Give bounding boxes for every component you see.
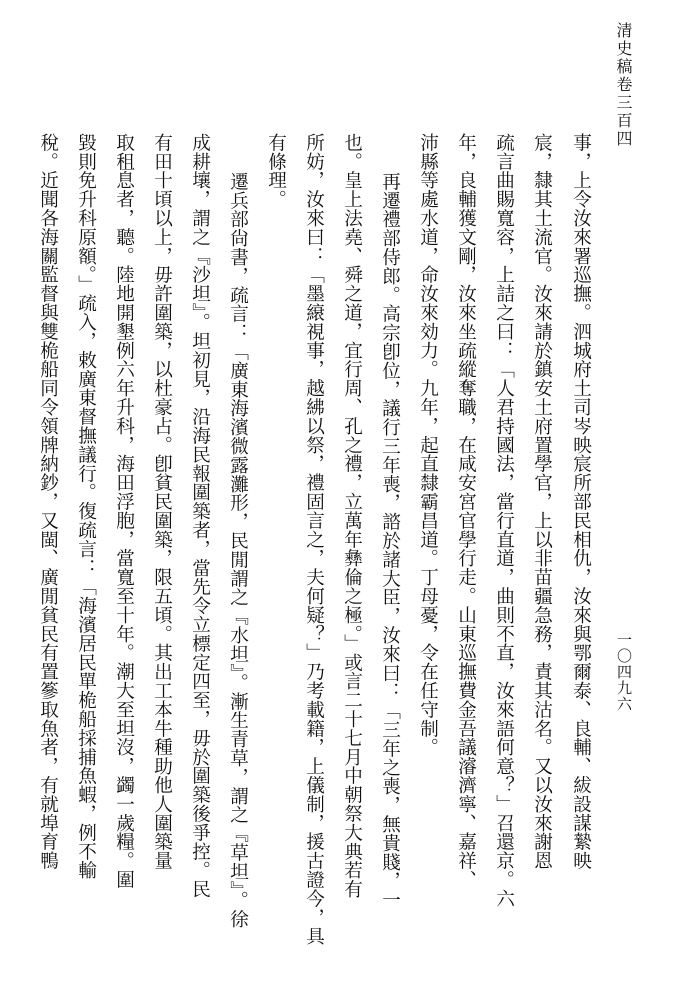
text-column: 成耕壤，謂之『沙坦』。坦初見，沿海民報圍築者，當先令立標定四至，毋於圍築後爭控。民	[189, 133, 211, 899]
text-column: 所妨，汝來曰：「墨縗視事，越紼以祭，禮固言之，夫何疑？」乃考載籍，上儀制，援古證今，具	[303, 133, 325, 946]
text-column: 疏言曲賜寬容，上詰之曰：「人君持國法，當行直道，曲則不直，汝來語何意？」召還京。六	[493, 133, 515, 908]
text-column: 事，上令汝來署巡撫。泗城府土司岑映宸所部民相仇，汝來與鄂爾泰、良輔、紱設謀縶映	[570, 133, 592, 871]
running-header: 清史稿卷三百四	[614, 22, 633, 148]
text-column: 有條理。	[265, 133, 287, 209]
text-column: 也。皇上法堯、舜之道，宜行周、孔之禮，立萬年彝倫之極。」或言二十七月中朝祭大典若有	[341, 133, 363, 899]
text-column: 沛縣等處水道，命汝來効力。九年，起直隸霸昌道。丁母憂，令在任守制。	[417, 133, 439, 757]
text-column: 取租息者，聽。陸地開墾例六年升科，海田浮胞，當寬至十年。潮大至坦沒，蠲一歲糧。圍	[113, 133, 135, 889]
text-column: 遷兵部尙書，疏言：「廣東海濱微露灘形，民閒謂之『水坦』。漸生青草，謂之『草坦』。徐	[227, 172, 249, 929]
text-column: 再遷禮部侍郎。高宗卽位，議行三年喪，諮於諸大臣，汝來曰：「三年之喪，無貴賤，一	[379, 172, 401, 910]
text-column: 宸，隸其土流官。汝來請於鎮安土府置學官，上以非苗疆急務，責其沽名。又以汝來謝恩	[531, 133, 553, 871]
text-column: 有田十頃以上，毋許圍築，以杜豪占。卽貧民圍築，限五頃。其出工本牛種助他人圍築量	[151, 133, 173, 871]
text-column: 稅。近聞各海關監督與雙桅船同令領牌納鈔，又閩、廣閒貧民有置篸取魚者，有就埠育鴨	[37, 133, 59, 871]
text-column: 毀則免升科原額。」疏入，敕廣東督撫議行。復疏言：「海濱居民單桅船採捕魚蝦，例不輸	[75, 133, 97, 880]
text-column: 年，良輔獲文剛，汝來坐疏縱奪職，在咸安宮官學行走。山東巡撫費金吾議濬濟寧、嘉祥、	[455, 133, 477, 889]
page-number: 一〇四九六	[615, 632, 633, 712]
